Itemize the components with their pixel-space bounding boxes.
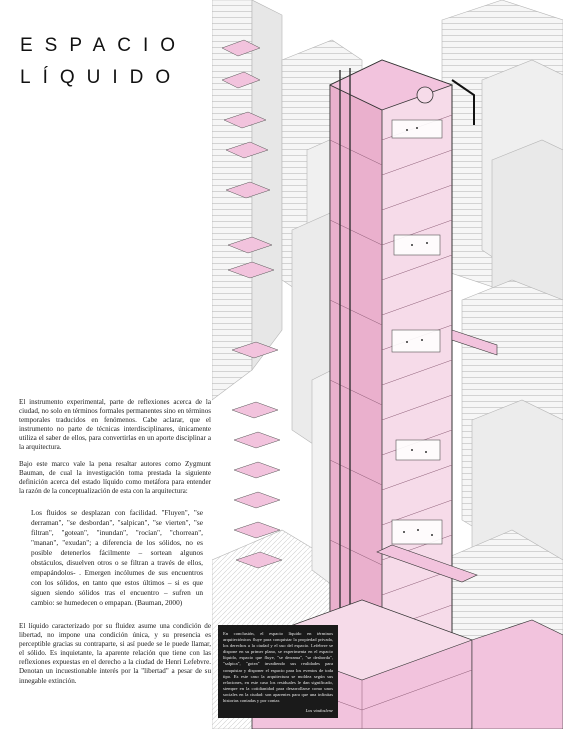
caption-signature: Los viadoslene — [305, 708, 333, 714]
conclusion-paragraph: El líquido caracterizado por su fluidez asume una condición de libertad, no impone una condición única, y su presencia es perceptible gracias su contraparte, si así puede se le puede llamar, el sólido. Es inquietante, la aparente relación que tiene con las reflexiones expuestas en el derecho a la ciudad de Henri Lefebvre. Denotan un incuestionable interés por la "libertad" a pesar de su innegable extinción. — [19, 621, 211, 685]
bauman-quote: Los fluidos se desplazan con facilidad. "Fluyen", "se derraman", "se desbordan", "salpican", "se vierten", "se filtran", "gotean", "inundan", "rocían", "chorrean", "manan", "exudan"; a diferencia de los sólidos, no es posible detenerlos fácilmente – sortean algunos obstáculos, disuelven otros o se filtran a través de ellos, empapándolos- . Emergen incólumes de sus encuentros con los sólidos, en tanto que estos últimos – si es que siguen siendo sólidos tras el encuentro – sufren un cambio: se humedecen o empapan. (Bauman, 2000) — [31, 507, 203, 607]
axonometric-tower-drawing — [212, 0, 563, 729]
bauman-intro-paragraph: Bajo este marco vale la pena resaltar autores como Zygmunt Bauman, de cual la investigación toma prestada la siguiente definición acerca del estado líquido como metáfora para entender la razón de la conceptualización de esta con la arquitectura: — [19, 459, 211, 495]
title-line-2: LÍQUIDO — [20, 67, 183, 88]
caption-box — [218, 625, 338, 718]
caption-text: En conclusión, el espacio líquido en términos arquitectónicos fluye para conquistar la propiedad privada, los derechos a la ciudad y el uso del espacio. Lefebvre se dispone en su primer plano, se experimenta en el espacio líquido, espacio que fluye, "se derrama", "se desborda", "salpica", "gotea" invadiendo sus realidades para conquistar y disponer el espacio para los eventos de toda tipo. Es este caso la arquitectura se moldea según sus relaciones, en este caso los residuales le dan significado, siempre en la cotidianidad para desarrollarse como unos sociales en la ciudad: son aparentes para que una infinitas historias contadas y por contar. — [223, 631, 333, 704]
body-text-column — [19, 398, 211, 693]
intro-paragraph: El instrumento experimental, parte de reflexiones acerca de la ciudad, no solo en términos formales permanentes sino en términos temporales traducidos en fenómenos. Cabe aclarar, que el instrumento no parte de técnicas interdisciplinares, únicamente utiliza el saber de ellos, para convertirlas en un aporte disciplinar a la arquitectura. — [19, 398, 211, 452]
title-line-1: ESPACIO — [20, 35, 188, 56]
poster-title — [20, 30, 187, 94]
